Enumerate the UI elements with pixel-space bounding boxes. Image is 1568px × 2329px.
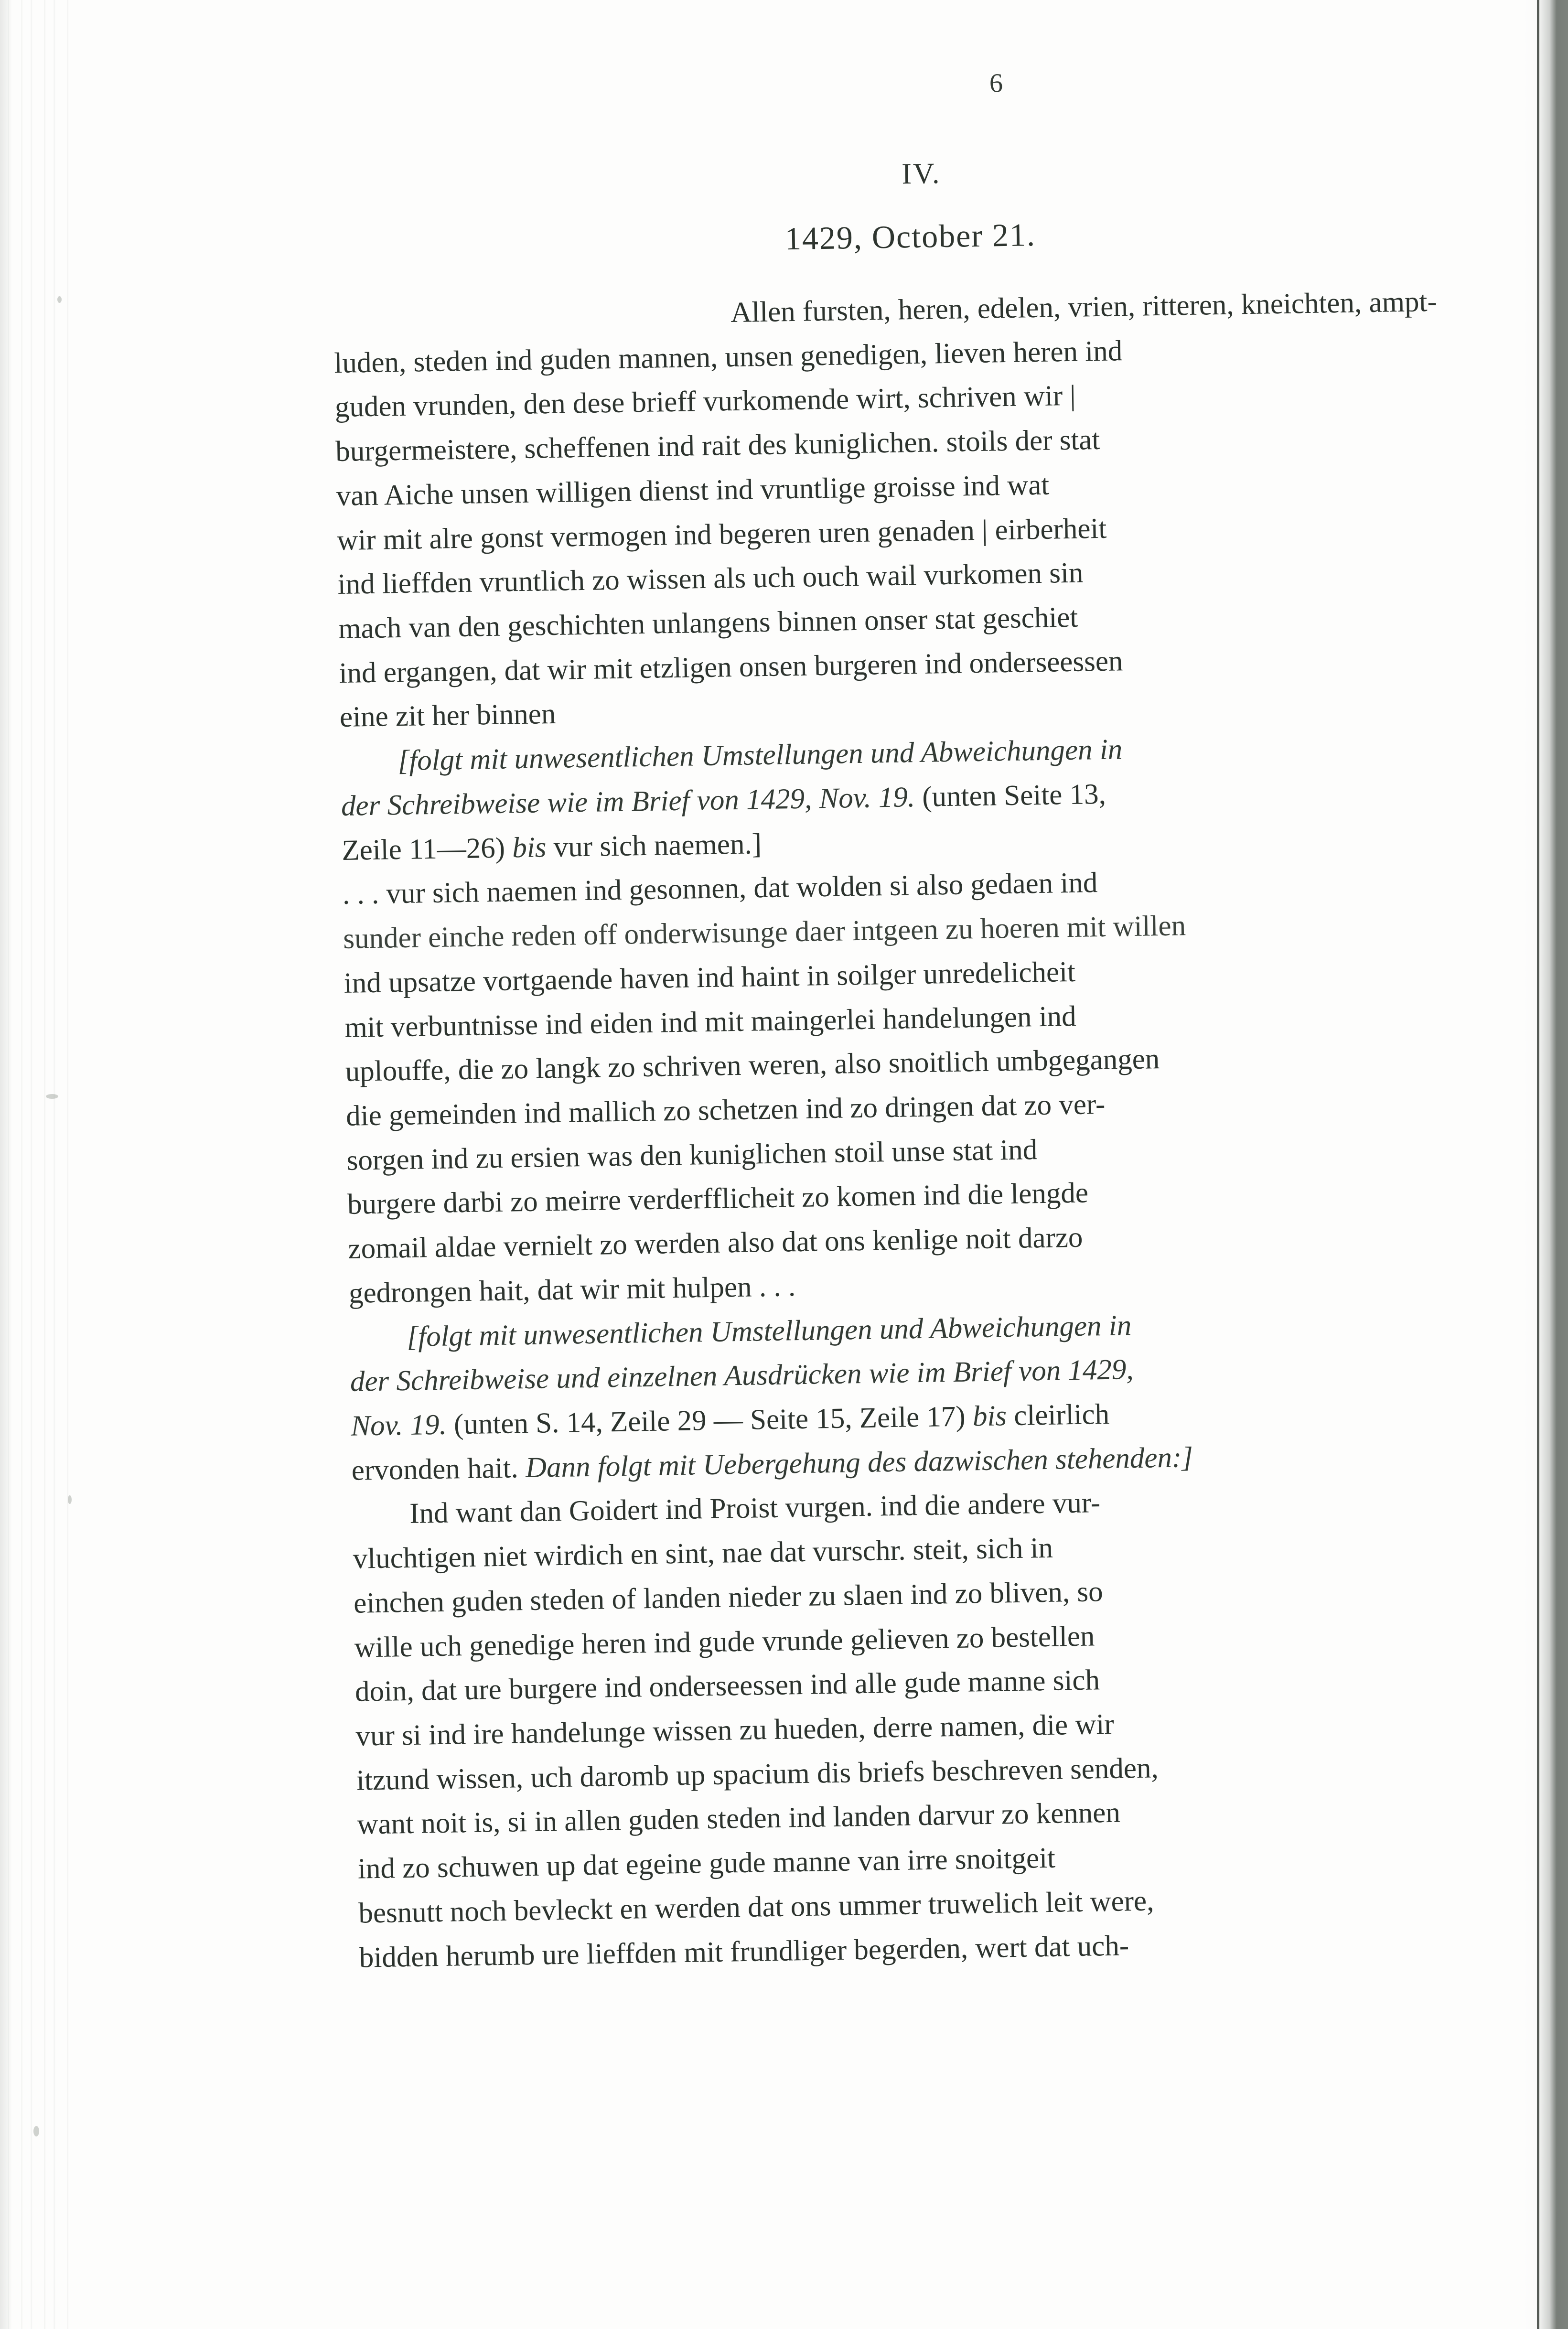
scan-right-gutter-line bbox=[1537, 0, 1539, 2329]
text-line: want noit is, si in allen guden steden ind landen darvur zo kennen bbox=[356, 1797, 1121, 1841]
editorial-roman: Zeile 11—26) bbox=[341, 832, 505, 867]
editorial-italic: bis bbox=[512, 831, 547, 864]
text-line: gedrongen hait, dat wir mit hulpen . . . bbox=[348, 1270, 796, 1309]
text-line: wir mit alre gonst vermogen ind begeren uren genaden | eirberheit bbox=[336, 512, 1107, 557]
text-line: besnutt noch bevleckt en werden dat ons ummer truwelich leit were, bbox=[358, 1885, 1154, 1930]
text-line: Allen fursten, heren, edelen, vrien, ritteren, kneichten, ampt- bbox=[730, 285, 1438, 329]
text-line: vur si ind ire handelunge wissen zu hueden, derre namen, die wir bbox=[355, 1708, 1115, 1752]
scan-speck bbox=[46, 1094, 58, 1099]
text-line: doin, dat ure burgere ind onderseessen ind alle gude manne sich bbox=[354, 1664, 1100, 1708]
editorial-italic: der Schreibweise und einzelnen Ausdrücken wie im Brief von 1429, bbox=[350, 1353, 1134, 1398]
editorial-italic: Dann folgt mit Uebergehung des dazwischen stehenden:] bbox=[525, 1441, 1193, 1484]
page-content bbox=[330, 63, 1463, 1980]
text-line: . . . vur sich naemen ind gesonnen, dat wolden si also gedaen ind bbox=[342, 867, 1098, 911]
editorial-note-2 bbox=[349, 1299, 1456, 1493]
text-line: die gemeinden ind mallich zo schetzen ind zo dringen dat zo ver- bbox=[345, 1088, 1106, 1132]
text-line: sorgen ind zu ersien was den kuniglichen stoil unse stat ind bbox=[346, 1133, 1038, 1177]
text-line: ind lieffden vruntlich zo wissen als uch ouch wail vurkomen sin bbox=[337, 557, 1084, 601]
text-line: vluchtigen niet wirdich en sint, nae dat vurschr. steit, sich in bbox=[353, 1532, 1053, 1575]
text-line: burgermeistere, scheffenen ind rait des kuniglichen. stoils der stat bbox=[335, 424, 1100, 468]
scan-left-edge-artifact bbox=[0, 0, 72, 2329]
paragraph-1 bbox=[333, 280, 1443, 740]
text-line: wille uch genedige heren ind gude vrunde gelieven zo bestellen bbox=[354, 1620, 1095, 1664]
text-line: ind upsatze vortgaende haven ind haint in soilger unredelicheit bbox=[344, 955, 1076, 999]
section-date: 1429, October 21. bbox=[784, 216, 1036, 257]
scan-speck bbox=[33, 2126, 39, 2136]
editorial-italic: [folgt mit unwesentlichen Umstellungen und Abweichungen in bbox=[397, 733, 1123, 777]
editorial-italic: bis bbox=[972, 1400, 1007, 1433]
scan-speck bbox=[68, 1495, 72, 1504]
editorial-roman: cleirlich bbox=[1013, 1398, 1110, 1432]
section-number: IV. bbox=[901, 157, 941, 191]
editorial-roman: (unten Seite 13, bbox=[922, 778, 1106, 813]
document-body bbox=[333, 280, 1463, 1980]
folio-number: 6 bbox=[989, 68, 1004, 98]
editorial-italic: der Schreibweise wie im Brief von 1429, Nov. 19. bbox=[341, 781, 915, 822]
text-line: zomail aldae vernielt zo werden also dat ons kenlige noit darzo bbox=[348, 1221, 1083, 1265]
editorial-note-1 bbox=[340, 723, 1446, 873]
text-line: luden, steden ind guden mannen, unsen genedigen, lieven heren ind bbox=[333, 334, 1123, 379]
scan-right-gutter bbox=[1524, 0, 1568, 2329]
text-line: guden vrunden, den dese brieff vurkomende wirt, schriven wir | bbox=[334, 380, 1076, 424]
editorial-roman: (unten S. 14, Zeile 29 — Seite 15, Zeile 17) bbox=[453, 1400, 966, 1441]
text-line: mit verbuntnisse ind eiden ind mit maingerlei handelungen ind bbox=[344, 1000, 1077, 1044]
scan-speck bbox=[57, 296, 62, 303]
text-line: sunder einche reden off onderwisunge daer intgeen zu hoeren mit willen bbox=[343, 910, 1186, 955]
editorial-italic: [folgt mit unwesentlichen Umstellungen und Abweichungen in bbox=[406, 1309, 1132, 1353]
text-line: einchen guden steden of landen nieder zu slaen ind zo bliven, so bbox=[353, 1575, 1104, 1620]
text-line: van Aiche unsen willigen dienst ind vruntlige groisse ind wat bbox=[336, 469, 1050, 512]
text-line: ind ergangen, dat wir mit etzligen onsen burgeren ind onderseessen bbox=[339, 644, 1123, 689]
text-line: eine zit her binnen bbox=[339, 698, 556, 734]
text-line: uplouffe, die zo langk zo schriven weren, also snoitlich umbgegangen bbox=[345, 1043, 1160, 1088]
text-line: ind zo schuwen up dat egeine gude manne van irre snoitgeit bbox=[357, 1842, 1056, 1885]
text-line: bidden herumb ure lieffden mit frundliger begerden, wert dat uch- bbox=[359, 1929, 1129, 1974]
editorial-italic: Nov. 19. bbox=[350, 1408, 447, 1442]
text-line: Ind want dan Goidert ind Proist vurgen. ind die andere vur- bbox=[409, 1487, 1101, 1530]
text-line: mach van den geschichten unlangens binnen onser stat geschiet bbox=[338, 601, 1078, 645]
text-line: itzund wissen, uch daromb up spacium dis briefs beschreven senden, bbox=[356, 1752, 1159, 1797]
paragraph-2 bbox=[342, 856, 1452, 1316]
text-line: burgere darbi zo meirre verderfflicheit zo komen ind die lengde bbox=[347, 1177, 1089, 1221]
paragraph-3 bbox=[352, 1476, 1463, 1980]
editorial-roman: vur sich naemen.] bbox=[553, 827, 762, 863]
editorial-roman: ervonden hait. bbox=[351, 1451, 519, 1487]
